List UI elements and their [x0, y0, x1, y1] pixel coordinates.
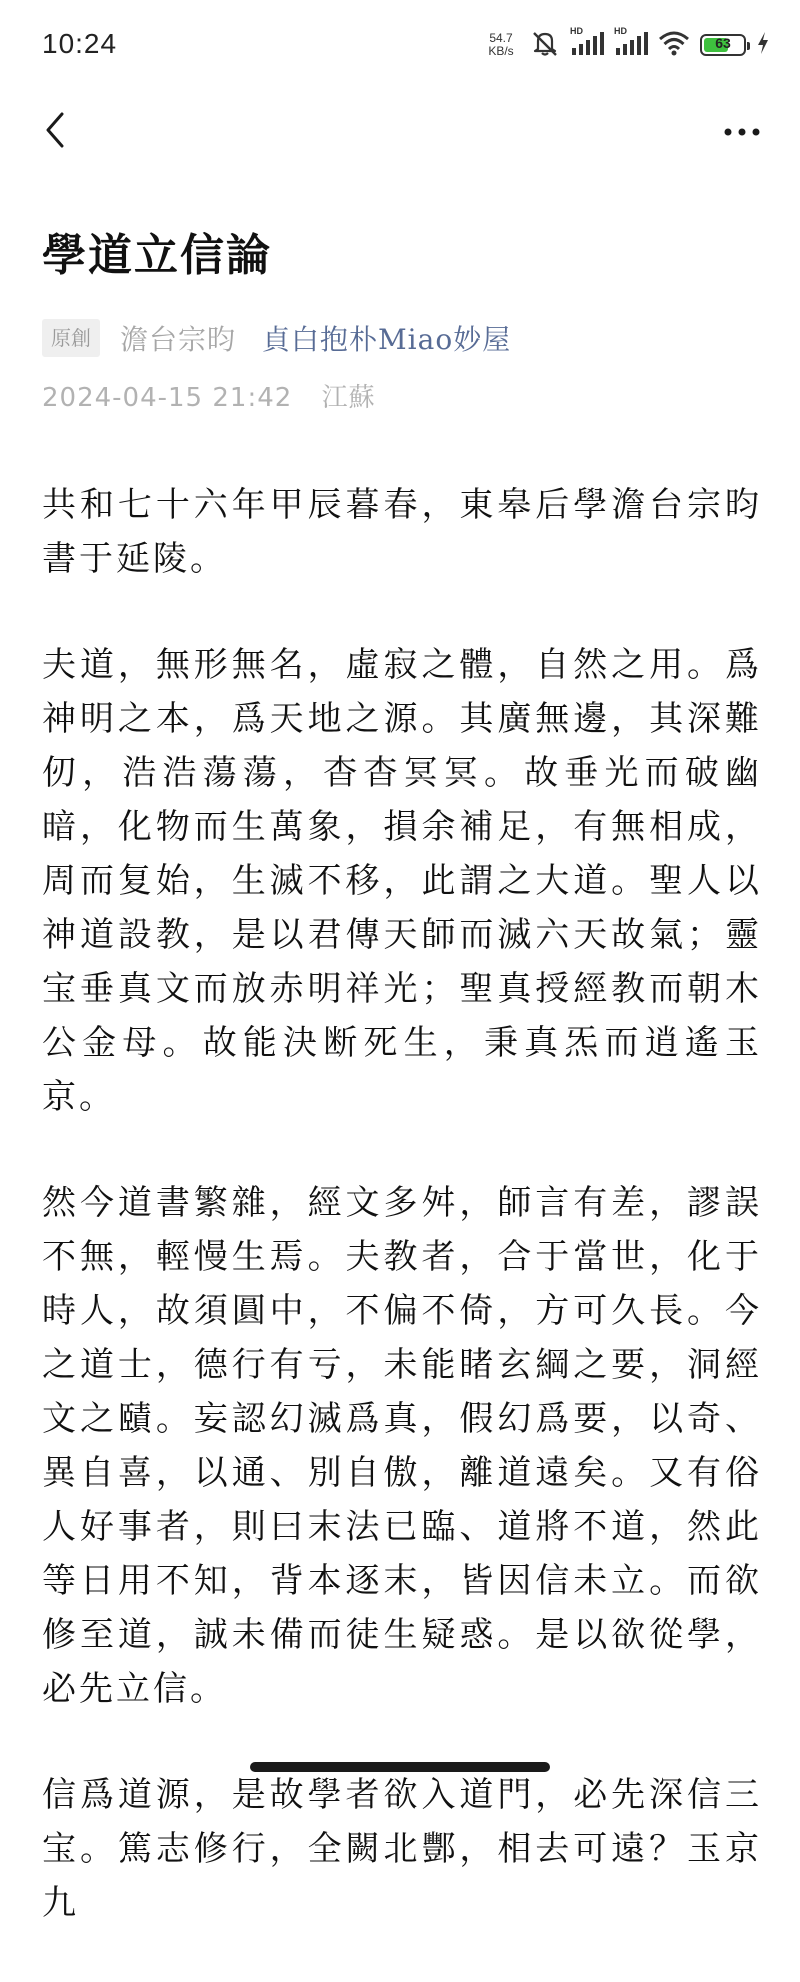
- battery-icon: [700, 34, 746, 56]
- paragraph: 夫道，無形無名，虛寂之體，自然之用。爲神明之本，爲天地之源。其廣無邊，其深難仞，浩浩蕩蕩，杳杳冥冥。故垂光而破幽暗，化物而生萬象，損余補足，有無相成，周而复始，生滅不移，此謂之大道。聖人以神道設教，是以君傳天師而滅六天故氣；靈宝垂真文而放赤明祥光；聖真授經教而朝木公金母。故能決断死生，秉真炁而逍遙玉京。: [42, 645, 762, 1117]
- cellular-signal-icon: [570, 26, 604, 60]
- article-title: 學道立信論: [42, 230, 272, 281]
- network-speed: [482, 32, 520, 58]
- paragraph: 信爲道源，是故學者欲入道門，必先深信三宝。篤志修行，全闕北酆，相去可遠？玉京九: [42, 1775, 762, 1923]
- charging-bolt-icon: [756, 31, 770, 59]
- back-button[interactable]: [30, 104, 80, 160]
- signal-hd-label: HD: [570, 26, 583, 36]
- status-time: 10:24: [42, 28, 118, 59]
- battery-tip: [747, 42, 750, 50]
- nav-bar: [0, 96, 800, 168]
- publish-datetime: 2024-04-15 21:42: [42, 383, 293, 413]
- more-horizontal-icon: [722, 123, 762, 142]
- network-speed-value: 54.7: [489, 31, 513, 45]
- publish-info: [42, 378, 376, 418]
- paragraph: 然今道書繁雜，經文多舛，師言有差，謬誤不無，輕慢生焉。夫教者，合于當世，化于時人，故須圓中，不偏不倚，方可久長。今之道士，德行有亏，未能睹玄綱之要，洞經文之賾。妄認幻滅爲真，假幻爲要，以奇、異自喜，以通、別自傲，離道遠矣。又有俗人好事者，則曰末法已臨、道將不道，然此等日用不知，背本逐末，皆因信未立。而欲修至道，誠未備而徒生疑惑。是以欲從學，必先立信。: [42, 1183, 762, 1709]
- author-name: 澹台宗昀: [120, 323, 237, 356]
- battery-level: 63: [715, 35, 731, 51]
- status-bar: [0, 0, 800, 86]
- muted-bell-icon: [530, 29, 560, 61]
- publish-location: 江蘇: [321, 383, 376, 413]
- more-options-button[interactable]: [714, 104, 770, 160]
- original-badge: 原創: [42, 319, 100, 357]
- article-body: [42, 478, 762, 1982]
- signal-hd-label: HD: [614, 26, 627, 36]
- chevron-left-icon: [42, 110, 68, 154]
- wifi-icon: [658, 30, 690, 60]
- status-icons: [482, 26, 770, 64]
- article-meta: [42, 316, 511, 360]
- home-indicator[interactable]: [250, 1762, 550, 1772]
- account-name-link[interactable]: 貞白抱朴Miao妙屋: [262, 323, 512, 356]
- cellular-signal-icon: [614, 26, 648, 60]
- paragraph: 共和七十六年甲辰暮春，東皋后學澹台宗昀書于延陵。: [42, 485, 762, 579]
- network-speed-unit: KB/s: [488, 44, 514, 58]
